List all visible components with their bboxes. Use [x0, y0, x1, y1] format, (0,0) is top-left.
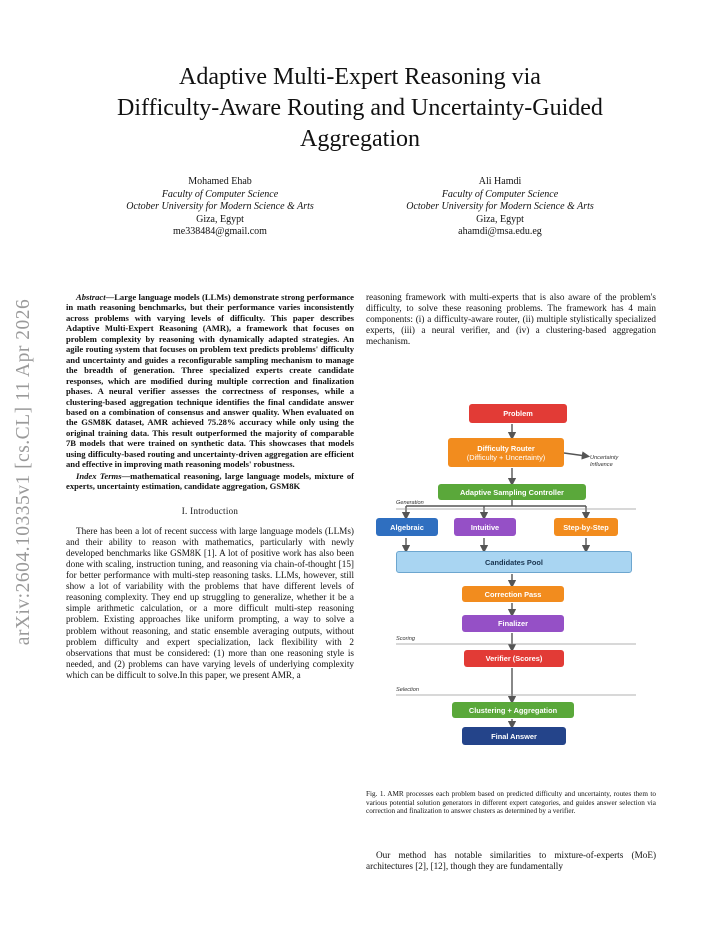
section-heading: I. Introduction: [181, 505, 239, 516]
title-line-2: Difficulty-Aware Routing and Uncertainty-Guided: [117, 95, 603, 121]
problem-label: Problem: [503, 409, 533, 418]
problem-box: [469, 404, 567, 423]
sampling-controller-box: [438, 484, 586, 500]
index-terms-label: Index Terms: [76, 470, 122, 481]
uncertainty-annotation: [590, 455, 618, 468]
intro-paragraph: There has been a lot of recent success with large language models (LLMs) and their ability to reason with mathematics, particularly with newly developed benchmarks like GSM8K [1]. A lot of positive work has also been done with scaling, instruction tuning, and reasoning via chain-of-thought [15] for better performance with multi-step reasoning tasks. LLMs, however, still show a lot of variability with the problems that have different levels of reasoning complexity. They end up struggling to generalize, whether it be a simple arithmetic calculation, or a more difficult multi-step reasoning problem. Existing approaches like uniform prompting, a way to solve a problem without reasoning, and static ensemble averaging outputs, without problem difficulty and expert specialization, lack flexibility with 2 observations that must be considered: (1) more than one reasoning style is needed, and (2) problems can have varying levels of underlying complexity which can be difficult to solve.In this paper, we present AMR, a: [66, 525, 354, 680]
abstract: [66, 292, 354, 470]
author-department: Faculty of Computer Science: [441, 188, 559, 200]
figure-caption: Fig. 1. AMR processes each problem based on predicted difficulty and uncertainty, routes them to various potential solution generators in different expert categories, and guides answer selection via correction and finalization to answer clusters as determined by a verifier.: [366, 790, 656, 816]
arxiv-id: arXiv:2604.10335v1 [cs.CL] 11 Apr 2026: [13, 298, 34, 646]
right-column-top: [366, 292, 656, 347]
abstract-text: —Large language models (LLMs) demonstrate strong performance in math reasoning benchmarks, but their performance varies inconsistently across problems with varying levels of difficulty. This paper describes Adaptive Multi-Expert Reasoning (AMR), a framework that focuses on problem complexity by reasoning with dynamically adapted strategies. An agile routing system that focuses on problem text predicts problems' difficulty and uncertainty and guides a reconfigurable sampling mechanism to manage the breadth of generation. Three specialized experts create candidate responses, which are modified during multiple correction and finalization phases. A neural verifier assesses the correctness of responses, while a clustering-based aggregation technique identifies the final candidate answer based on a combination of consensus and answer quality. When evaluated on the GSM8K dataset, AMR achieved 75.28% accuracy while only using the original training data. This result outperformed the majority of comparable 7B models that were trained on synthetic data. This showcases that models using difficulty-based routing and uncertainty-driven aggregation are efficient and effective in improving math reasoning models' robustness.: [66, 292, 354, 470]
author-department: Faculty of Computer Science: [161, 188, 279, 200]
scoring-label: Scoring: [396, 636, 415, 642]
router-label-1: Difficulty Router: [477, 443, 535, 453]
verifier-label: Verifier (Scores): [485, 654, 543, 663]
candidates-pool-box: [396, 551, 632, 573]
author-university: October University for Modern Science & Arts: [126, 201, 314, 212]
right-top-paragraph: reasoning framework with multi-experts that is also aware of the problem's difficulty, to solve these reasoning problems. The framework has 4 main components: (i) a difficulty-aware router, (ii) multiple stylistically specialized experts, (iii) a neural verifier, and (iv) a clustering-based aggregation mechanism.: [366, 292, 656, 347]
correction-label: Correction Pass: [484, 589, 542, 599]
router-label-2: (Difficulty + Uncertainty): [466, 452, 546, 462]
arxiv-stamp: [4, 262, 44, 682]
intuitive-expert-box: [454, 518, 516, 536]
clustering-box: [452, 702, 574, 718]
step-by-step-expert-box: [554, 518, 618, 536]
right-bottom-paragraph: Our method has notable similarities to mixture-of-experts (MoE) architectures [2], [12], though they are fundamentally: [366, 850, 656, 872]
author-block-1: [80, 176, 360, 239]
author-location: Giza, Egypt: [196, 213, 244, 225]
pool-label: Candidates Pool: [485, 557, 543, 567]
algebraic-label: Algebraic: [390, 522, 424, 532]
uncertainty-line-1: Uncertainty: [590, 455, 619, 461]
author-name: Mohamed Ehab: [188, 176, 252, 187]
paper-title: [60, 62, 660, 155]
intuitive-label: Intuitive: [470, 522, 500, 532]
author-university: October University for Modern Science & Arts: [406, 201, 594, 212]
title-line-3: Aggregation: [300, 126, 420, 152]
left-column: [66, 292, 354, 681]
selection-label: Selection: [396, 687, 420, 693]
sampling-label: Adaptive Sampling Controller: [460, 487, 564, 497]
clustering-label: Clustering + Aggregation: [468, 705, 558, 715]
uncertainty-line-2: Influence: [590, 461, 613, 468]
verifier-box: [464, 650, 564, 667]
right-column-bottom: [366, 850, 656, 872]
abstract-label: Abstract: [76, 292, 106, 302]
author-email: me338484@gmail.com: [173, 226, 267, 237]
generation-label: Generation: [396, 500, 424, 506]
step-by-step-label: Step-by-Step: [563, 522, 609, 532]
author-location: Giza, Egypt: [476, 213, 524, 225]
title-line-1: Adaptive Multi-Expert Reasoning via: [179, 64, 541, 90]
finalizer-box: [462, 615, 564, 632]
figure-diagram: [366, 398, 656, 774]
index-terms-text: —mathematical reasoning, large language models, mixture of experts, uncertainty estimation, candidate aggregation, GSM8K: [66, 470, 355, 492]
difficulty-router-box: [448, 438, 564, 467]
index-terms: [66, 471, 354, 492]
author-block-2: [360, 176, 640, 239]
finalizer-label: Finalizer: [498, 619, 528, 628]
author-name: Ali Hamdi: [478, 176, 522, 187]
correction-pass-box: [462, 586, 564, 602]
author-email: ahamdi@msa.edu.eg: [458, 226, 542, 237]
final-answer-label: Final Answer: [491, 731, 537, 741]
algebraic-expert-box: [376, 518, 438, 536]
final-answer-box: [462, 727, 566, 745]
